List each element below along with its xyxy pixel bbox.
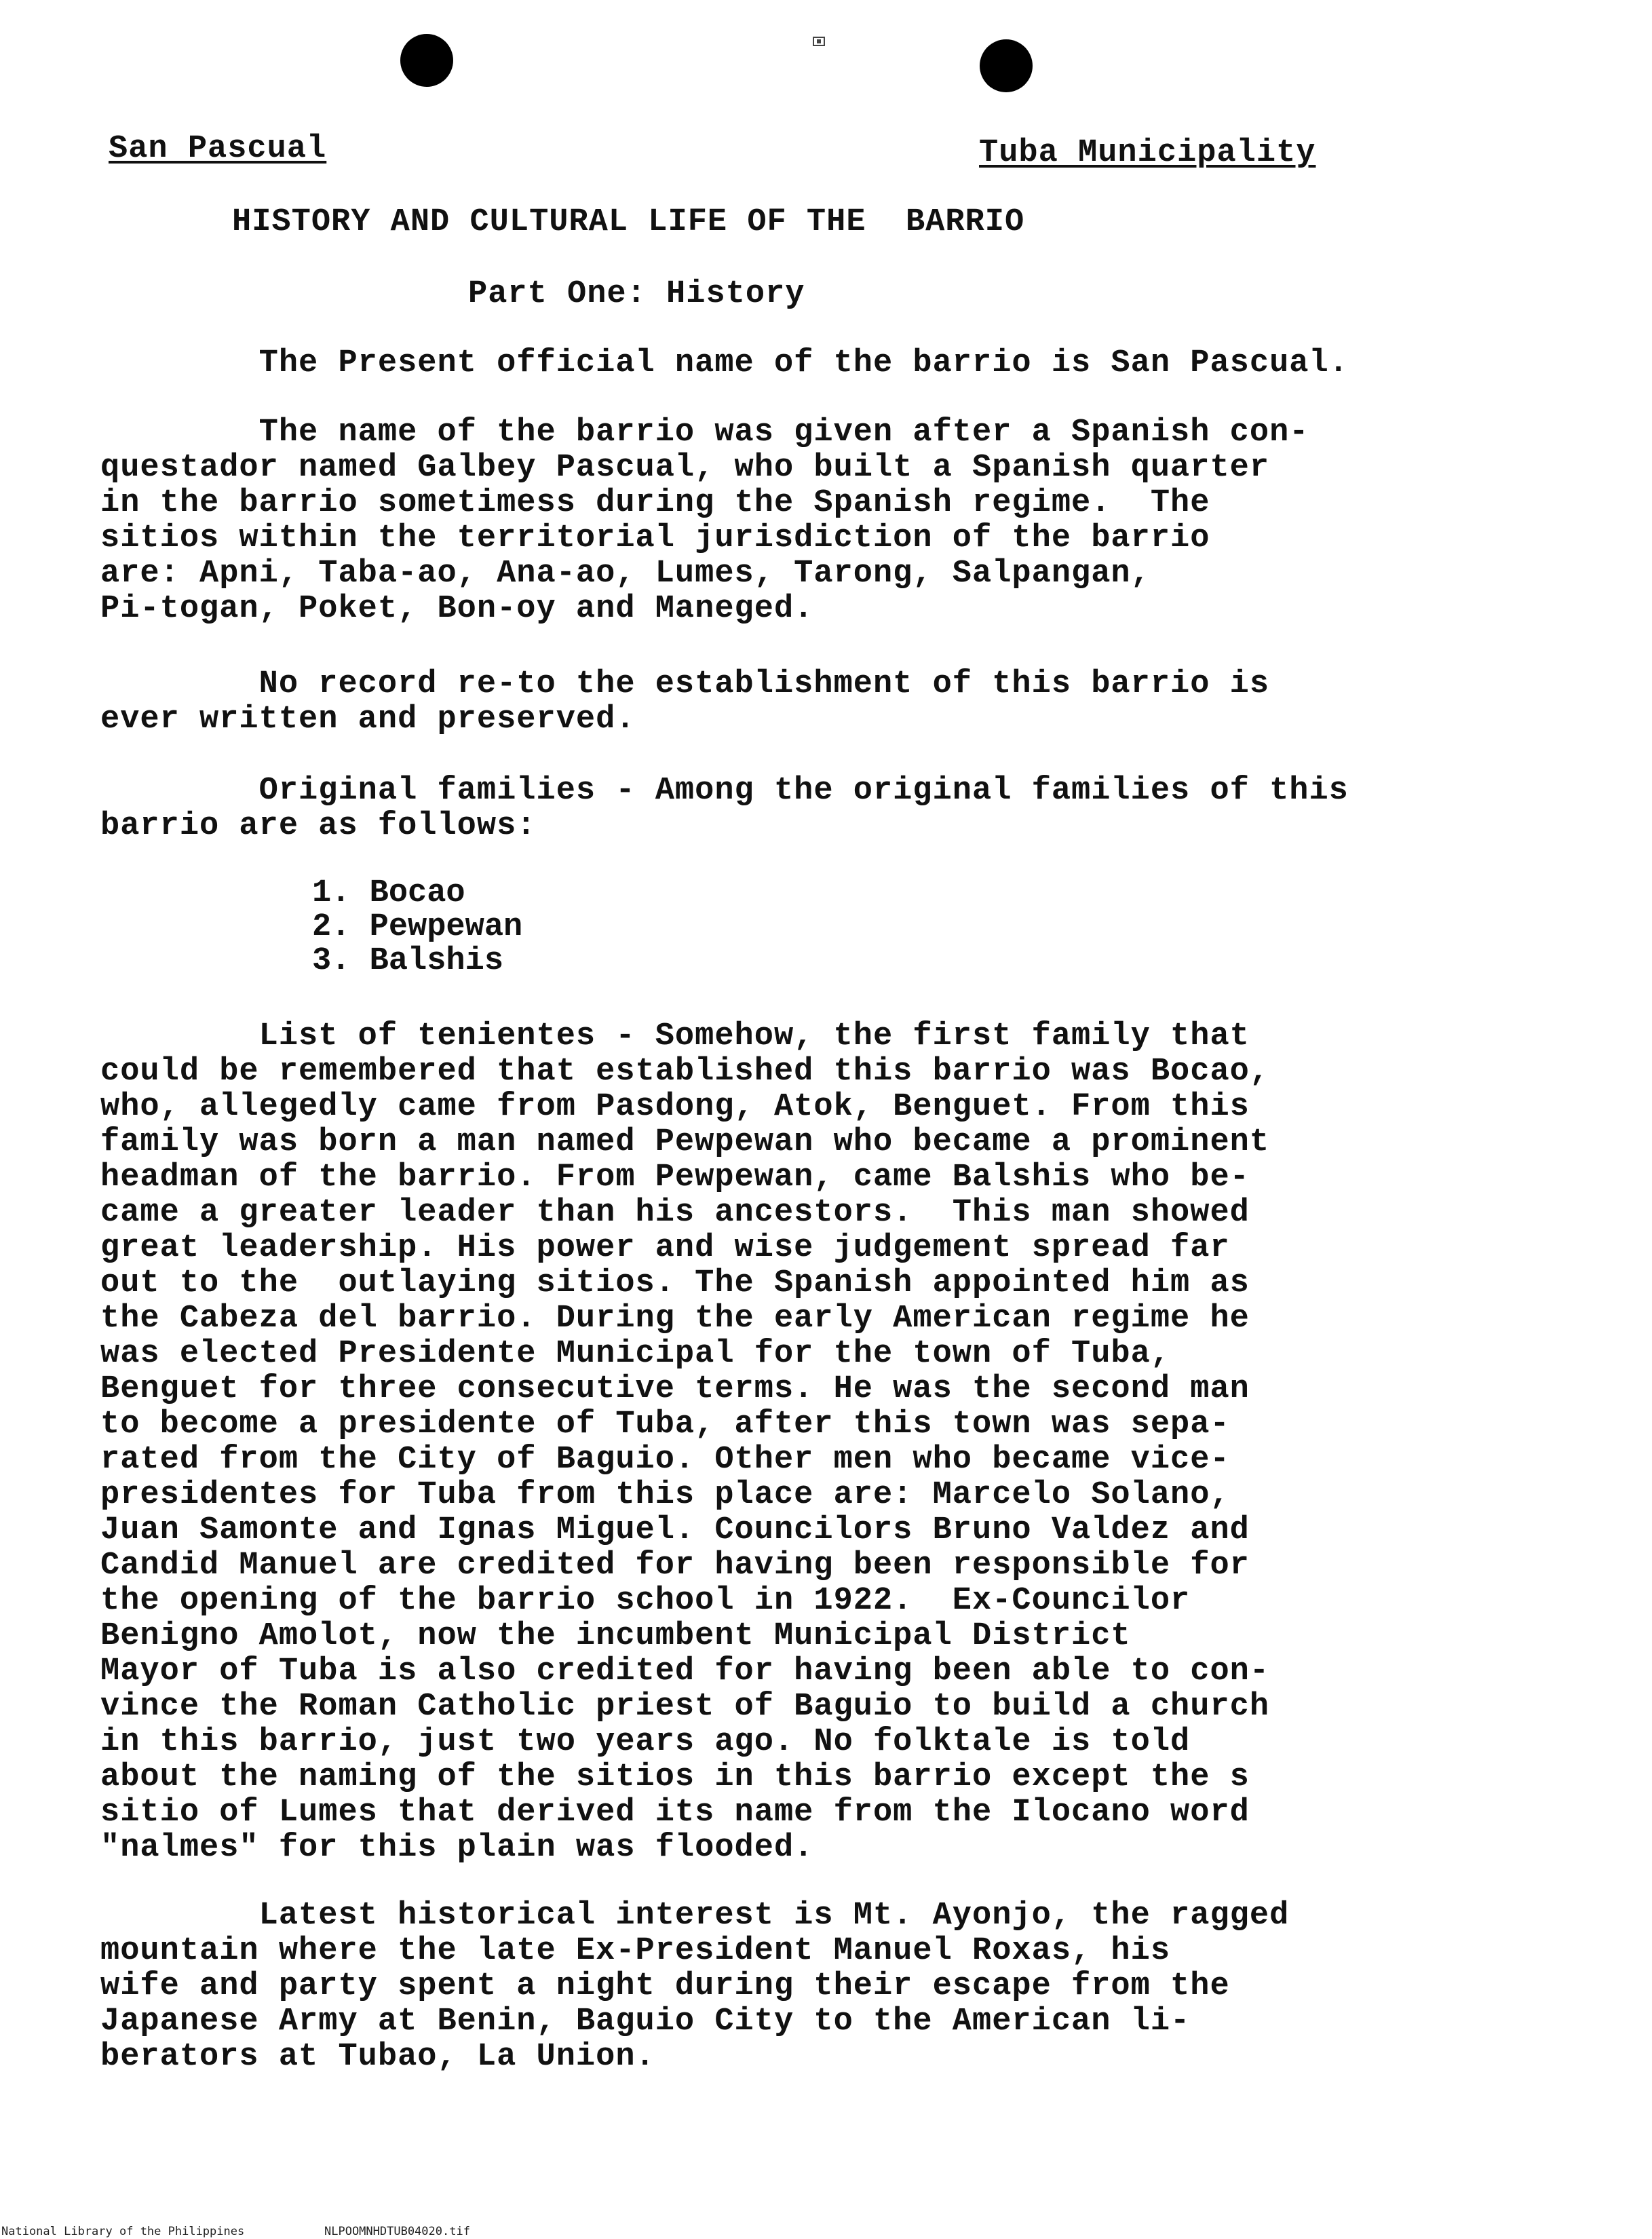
text-line: sitio of Lumes that derived its name from the Ilocano word — [100, 1795, 1250, 1831]
paragraph-no-record — [100, 667, 1269, 738]
text-line: barrio are as follows: — [100, 808, 537, 844]
punch-hole-right — [980, 39, 1033, 92]
punch-hole-left — [400, 34, 453, 87]
text-line: mountain where the late Ex-President Manuel Roxas, his — [100, 1933, 1171, 1969]
section-heading: Part One: History — [468, 276, 805, 312]
families-list — [312, 877, 522, 978]
paragraph-official-name — [100, 346, 1349, 381]
text-line: No record re-to the establishment of this barrio is — [100, 666, 1270, 702]
paragraph-historical-interest — [100, 1898, 1289, 2075]
text-line: presidentes for Tuba from this place are: Marcelo Solano, — [100, 1477, 1230, 1513]
text-line: Pi-togan, Poket, Bon-oy and Maneged. — [100, 591, 814, 627]
text-line: to become a presidente of Tuba, after this town was sepa- — [100, 1406, 1230, 1442]
text-line: Benigno Amolot, now the incumbent Municipal District — [100, 1618, 1131, 1654]
text-line: family was born a man named Pewpewan who became a prominent — [100, 1124, 1270, 1160]
text-line: ever written and preserved. — [100, 702, 636, 738]
list-item: 2. Pewpewan — [312, 909, 523, 945]
text-line: in the barrio sometimess during the Spanish regime. The — [100, 485, 1210, 521]
text-line: headman of the barrio. From Pewpewan, came Balshis who be- — [100, 1160, 1250, 1195]
paragraph-barrio-name-origin — [100, 415, 1309, 627]
footer-filename: NLPOOMNHDTUB04020.tif — [324, 2225, 470, 2238]
text-line: the opening of the barrio school in 1922. Ex-Councilor — [100, 1583, 1191, 1619]
text-line: "nalmes" for this plain was flooded. — [100, 1830, 814, 1866]
text-line: about the naming of the sitios in this barrio except the s — [100, 1759, 1250, 1795]
text-line: the Cabeza del barrio. During the early American regime he — [100, 1301, 1250, 1337]
text-line: rated from the City of Baguio. Other men who became vice- — [100, 1442, 1230, 1478]
text-line: The name of the barrio was given after a Spanish con- — [100, 415, 1309, 451]
paragraph-original-families — [100, 773, 1349, 844]
list-item: 1. Bocao — [312, 875, 465, 911]
text-line: Candid Manuel are credited for having been responsible for — [100, 1548, 1250, 1584]
text-line: who, allegedly came from Pasdong, Atok, Benguet. From this — [100, 1089, 1250, 1125]
text-line: questador named Galbey Pascual, who built a Spanish quarter — [100, 450, 1270, 486]
text-line: in this barrio, just two years ago. No folktale is told — [100, 1724, 1191, 1760]
text-line: vince the Roman Catholic priest of Baguio to build a church — [100, 1689, 1270, 1725]
paragraph-tenientes — [100, 1019, 1269, 1866]
text-line: out to the outlaying sitios. The Spanish appointed him as — [100, 1265, 1250, 1301]
text-line: could be remembered that established this barrio was Bocao, — [100, 1054, 1270, 1090]
text-line: sitios within the territorial jurisdiction of the barrio — [100, 520, 1210, 556]
text-line: berators at Tubao, La Union. — [100, 2039, 655, 2075]
text-line: Mayor of Tuba is also credited for having been able to con- — [100, 1653, 1270, 1689]
text-line: List of tenientes - Somehow, the first family that — [100, 1018, 1250, 1054]
footer-library: National Library of the Philippines — [1, 2225, 245, 2238]
text-line: came a greater leader than his ancestors. This man showed — [100, 1195, 1250, 1231]
text-line: wife and party spent a night during their escape from the — [100, 1968, 1230, 2004]
text-line: Benguet for three consecutive terms. He was the second man — [100, 1371, 1250, 1407]
header-municipality: Tuba Municipality — [979, 135, 1316, 171]
text-line: Latest historical interest is Mt. Ayonjo, the ragged — [100, 1898, 1290, 1934]
text-line: are: Apni, Taba-ao, Ana-ao, Lumes, Tarong, Salpangan, — [100, 556, 1151, 592]
document-title: HISTORY AND CULTURAL LIFE OF THE BARRIO — [232, 204, 1025, 240]
text-line: was elected Presidente Municipal for the town of Tuba, — [100, 1336, 1171, 1372]
text-line: Juan Samonte and Ignas Miguel. Councilors Bruno Valdez and — [100, 1512, 1250, 1548]
text-line: Japanese Army at Benin, Baguio City to the American li- — [100, 2004, 1191, 2040]
header-barrio: San Pascual — [109, 131, 327, 167]
text-line: Original families - Among the original families of this — [100, 773, 1349, 809]
library-stamp-icon — [811, 34, 826, 49]
text-line: The Present official name of the barrio is San Pascual. — [100, 345, 1349, 381]
list-item: 3. Balshis — [312, 943, 504, 979]
text-line: great leadership. His power and wise judgement spread far — [100, 1230, 1230, 1266]
